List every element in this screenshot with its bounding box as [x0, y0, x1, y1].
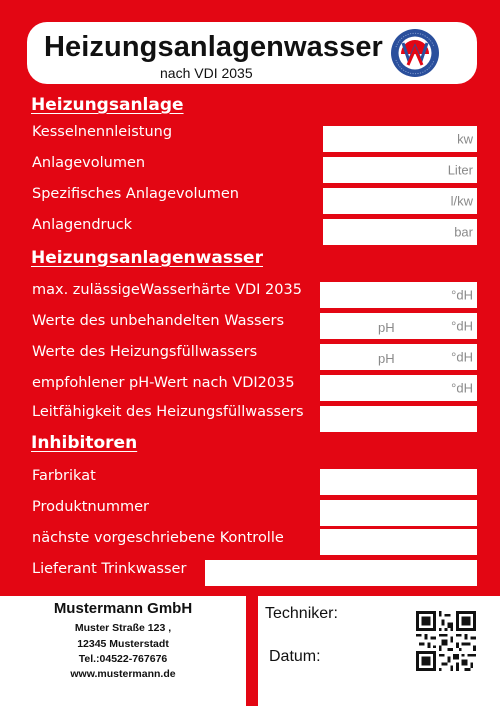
- qr-code-icon: [416, 611, 476, 671]
- unit-dh: °dH: [451, 318, 473, 334]
- vwa-logo-icon: [390, 27, 440, 79]
- ph-label: pH: [378, 351, 395, 366]
- label-kesselnennleistung: Kesselnennleistung: [32, 124, 173, 140]
- ph-label: pH: [378, 320, 395, 335]
- label-max-wasserhaerte: max. zulässigeWasserhärte VDI 2035: [32, 282, 302, 298]
- kesselnennleistung-field[interactable]: [323, 126, 477, 152]
- label-anlagevolumen: Anlagevolumen: [32, 155, 146, 171]
- company-phone: Tel.:04522-767676: [78, 653, 168, 665]
- anlagendruck-field[interactable]: [323, 219, 477, 245]
- naechste-kontrolle-field[interactable]: [320, 529, 477, 555]
- label-naechste-kontrolle: nächste vorgeschriebene Kontrolle: [32, 530, 284, 546]
- company-website: www.mustermann.de: [70, 668, 176, 680]
- unbehandeltes-wasser-field[interactable]: [320, 313, 477, 339]
- lieferant-trinkwasser-field[interactable]: [205, 560, 477, 586]
- footer-divider: [246, 596, 258, 706]
- unit-kw: kw: [457, 131, 473, 147]
- farbrikat-field[interactable]: [320, 469, 477, 495]
- page-subtitle: nach VDI 2035: [160, 65, 253, 81]
- header-box: [27, 22, 477, 84]
- heizungsfuellwasser-field[interactable]: [320, 344, 477, 370]
- datum-label: Datum:: [269, 648, 321, 665]
- label-spezifisches-anlagevolumen: Spezifisches Anlagevolumen: [32, 186, 239, 202]
- company-name: Mustermann GmbH: [53, 600, 193, 617]
- unit-l-kw: l/kw: [450, 193, 473, 209]
- unit-dh: °dH: [451, 287, 473, 303]
- unit-bar: bar: [454, 224, 473, 240]
- section-inhibitoren-title: Inhibitoren: [31, 433, 138, 453]
- unit-dh: °dH: [451, 380, 473, 396]
- max-wasserhaerte-field[interactable]: [320, 282, 477, 308]
- label-anlagendruck: Anlagendruck: [32, 217, 133, 233]
- label-heizungsfuellwasser: Werte des Heizungsfüllwassers: [32, 344, 258, 360]
- section-heizungsanlagenwasser-title: Heizungsanlagenwasser: [31, 248, 263, 268]
- techniker-label: Techniker:: [265, 605, 338, 622]
- company-street: Muster Straße 123 ,: [74, 622, 172, 634]
- section-heizungsanlage-title: Heizungsanlage: [31, 95, 184, 115]
- page-title: Heizungsanlagenwasser: [44, 31, 383, 63]
- unit-liter: Liter: [447, 162, 473, 178]
- label-leitfaehigkeit: Leitfähigkeit des Heizungsfüllwassers: [32, 404, 304, 420]
- label-lieferant-trinkwasser: Lieferant Trinkwasser: [32, 561, 187, 577]
- anlagevolumen-field[interactable]: [323, 157, 477, 183]
- label-unbehandeltes-wasser: Werte des unbehandelten Wassers: [32, 313, 285, 329]
- company-city: 12345 Musterstadt: [77, 638, 169, 650]
- leitfaehigkeit-field[interactable]: [320, 406, 477, 432]
- label-empfohlener-ph-wert: empfohlener pH-Wert nach VDI2035: [32, 375, 295, 391]
- unit-dh: °dH: [451, 349, 473, 365]
- label-produktnummer: Produktnummer: [32, 499, 149, 515]
- empfohlener-ph-wert-field[interactable]: [320, 375, 477, 401]
- label-farbrikat: Farbrikat: [32, 468, 96, 484]
- spezifisches-anlagevolumen-field[interactable]: [323, 188, 477, 214]
- produktnummer-field[interactable]: [320, 500, 477, 526]
